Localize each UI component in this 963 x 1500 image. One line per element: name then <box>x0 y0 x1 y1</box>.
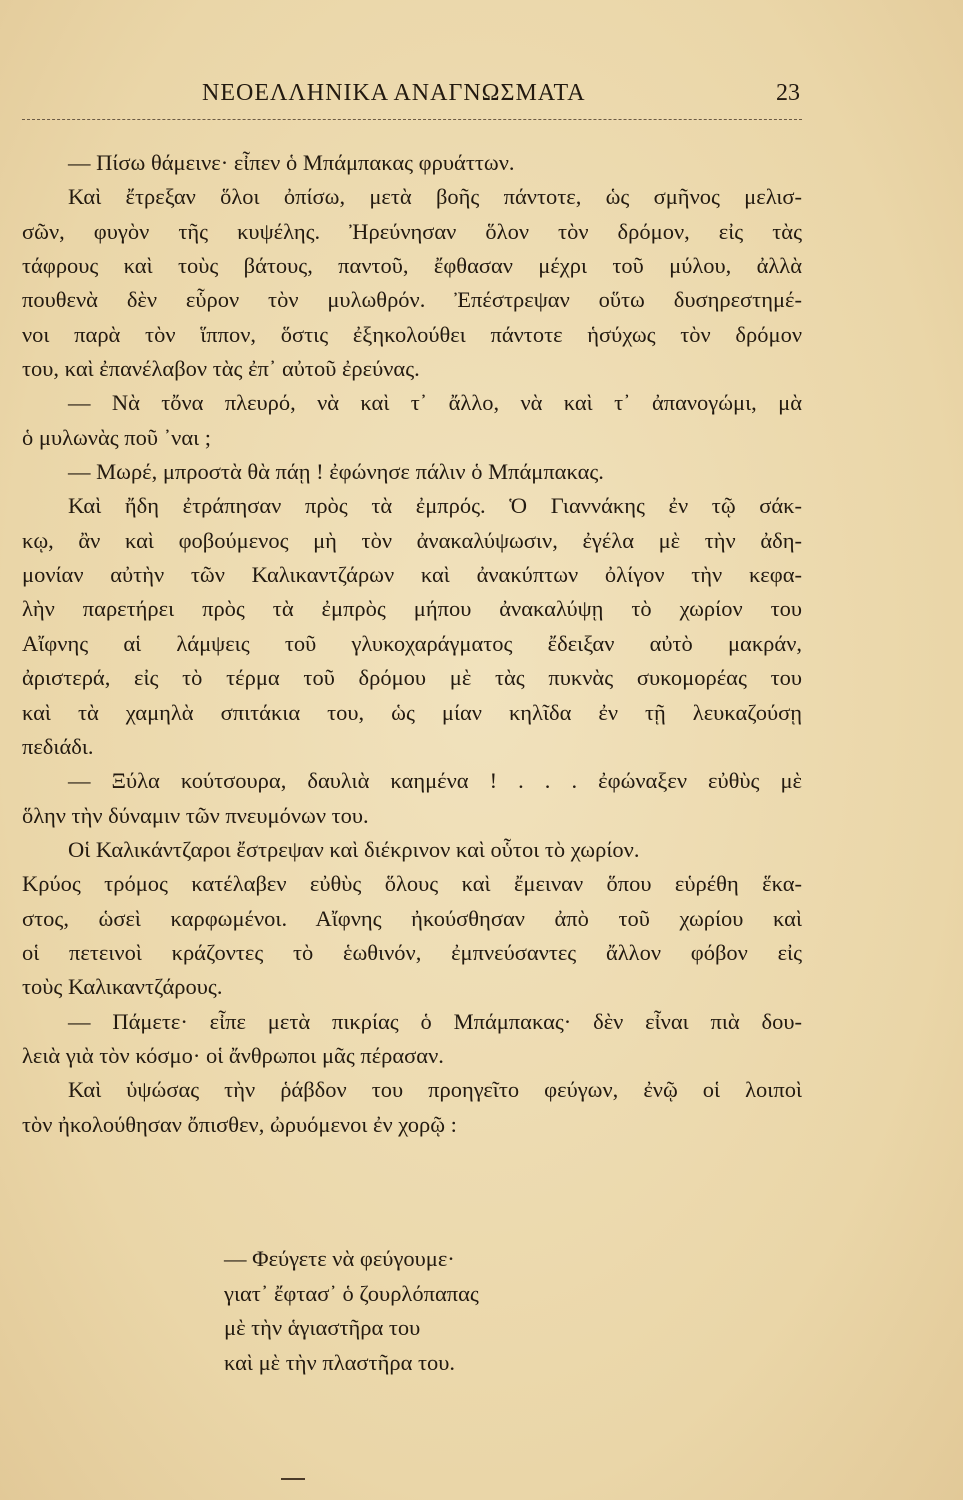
text-line: λὴν παρετήρει πρὸς τὰ ἐμπρὸς μήπου ἀνακαλύψῃ τὸ χωρίον του <box>22 596 802 622</box>
text-line: — Ξύλα κούτσουρα, δαυλιὰ καημένα ! . . . ἐφώναξεν εὐθὺς μὲ <box>68 768 802 794</box>
text-line: Καὶ ἔτρεξαν ὅλοι ὀπίσω, μετὰ βοῆς πάντοτε, ὡς σμῆνος μελισ- <box>68 184 802 210</box>
running-head: ΝΕΟΕΛΛΗΝΙΚΑ ΑΝΑΓΝΩΣΜΑΤΑ <box>202 80 586 106</box>
text-line: τὸν ἠκολούθησαν ὄπισθεν, ὠρυόμενοι ἐν χορῷ : <box>22 1111 457 1137</box>
text-line: λειὰ γιὰ τὸν κόσμο· οἱ ἄνθρωποι μᾶς πέρασαν. <box>22 1042 444 1068</box>
text-line: κῳ, ἂν καὶ φοβούμενος μὴ τὸν ἀνακαλύψωσιν, ἐγέλα μὲ τὴν ἀδη- <box>22 527 802 553</box>
text-line: Αἴφνης αἱ λάμψεις τοῦ γλυκοχαράγματος ἔδειξαν αὐτὸ μακράν, <box>22 630 802 656</box>
verse-block <box>224 1242 479 1380</box>
text-line: Οἱ Καλικάντζαροι ἔστρεψαν καὶ διέκρινον καὶ οὗτοι τὸ χωρίον. <box>68 836 640 862</box>
text-line: — Μωρέ, μπροστὰ θὰ πάῃ ! ἐφώνησε πάλιν ὁ Μπάμπακας. <box>68 459 604 485</box>
text-line: στος, ὡσεὶ καρφωμένοι. Αἴφνης ἠκούσθησαν ἀπὸ τοῦ χωρίου καὶ <box>22 905 802 931</box>
body-text <box>22 146 802 1142</box>
header-rule <box>22 119 802 120</box>
verse-line: — Φεύγετε νὰ φεύγουμε· <box>224 1246 455 1271</box>
text-line: νοι παρὰ τὸν ἵππον, ὅστις ἐξηκολούθει πάντοτε ἡσύχως τὸν δρόμον <box>22 321 802 347</box>
page-header <box>22 80 800 116</box>
text-line: ὁ μυλωνὰς ποῦ ᾽ναι ; <box>22 424 212 450</box>
page-number: 23 <box>776 80 800 106</box>
text-line: ὅλην τὴν δύναμιν τῶν πνευμόνων του. <box>22 802 369 828</box>
text-line: — Πίσω θάμεινε· εἶπεν ὁ Μπάμπακας φρυάττων. <box>68 150 515 175</box>
text-line: πεδιάδι. <box>22 733 94 759</box>
text-line: Καὶ ὑψώσας τὴν ῥάβδον του προηγεῖτο φεύγων, ἐνῷ οἱ λοιποὶ <box>68 1077 802 1103</box>
verse-line: καὶ μὲ τὴν πλαστῆρα του. <box>224 1349 456 1375</box>
text-line: μονίαν αὐτὴν τῶν Καλικαντζάρων καὶ ἀνακύπτων ὀλίγον τὴν κεφα- <box>22 562 802 588</box>
text-line: του, καὶ ἐπανέλαβον τὰς ἐπ᾽ αὐτοῦ ἐρεύνας. <box>22 356 420 382</box>
text-line: σῶν, φυγὸν τῆς κυψέλης. Ἠρεύνησαν ὅλον τὸν δρόμον, εἰς τὰς <box>22 218 802 244</box>
text-line: Κρύος τρόμος κατέλαβεν εὐθὺς ὅλους καὶ ἔμειναν ὅπου εὑρέθη ἕκα- <box>22 871 802 897</box>
tail-ornament <box>281 1478 305 1486</box>
text-line: — Νὰ τὄνα πλευρό, νὰ καὶ τ᾽ ἄλλο, νὰ καὶ τ᾽ ἀπανογώμι, μὰ <box>68 390 802 416</box>
text-line: — Πάμετε· εἶπε μετὰ πικρίας ὁ Μπάμπακας· δὲν εἶναι πιὰ δου- <box>68 1008 802 1034</box>
text-line: καὶ τὰ χαμηλὰ σπιτάκια του, ὡς μίαν κηλῖδα ἐν τῇ λευκαζούσῃ <box>22 699 802 725</box>
text-line: Καὶ ἤδη ἐτράπησαν πρὸς τὰ ἐμπρός. Ὁ Γιαννάκης ἐν τῷ σάκ- <box>68 493 802 519</box>
text-line: τάφρους καὶ τοὺς βάτους, παντοῦ, ἔφθασαν μέχρι τοῦ μύλου, ἀλλὰ <box>22 253 802 279</box>
text-line: τοὺς Καλικαντζάρους. <box>22 974 223 1000</box>
text-line: ἀριστερά, εἰς τὸ τέρμα τοῦ δρόμου μὲ τὰς πυκνὰς συκομορέας του <box>22 665 802 691</box>
verse-line: μὲ τὴν ἁγιαστῆρα του <box>224 1315 421 1340</box>
text-line: οἱ πετεινοὶ κράζοντες τὸ ἑωθινόν, ἐμπνεύσαντες ἄλλον φόβον εἰς <box>22 939 802 965</box>
text-line: πουθενὰ δὲν εὗρον τὸν μυλωθρόν. Ἐπέστρεψαν οὕτω δυσηρεστημέ- <box>22 287 802 313</box>
verse-line: γιατ᾽ ἔφτασ᾽ ὁ ζουρλόπαπας <box>224 1280 479 1306</box>
